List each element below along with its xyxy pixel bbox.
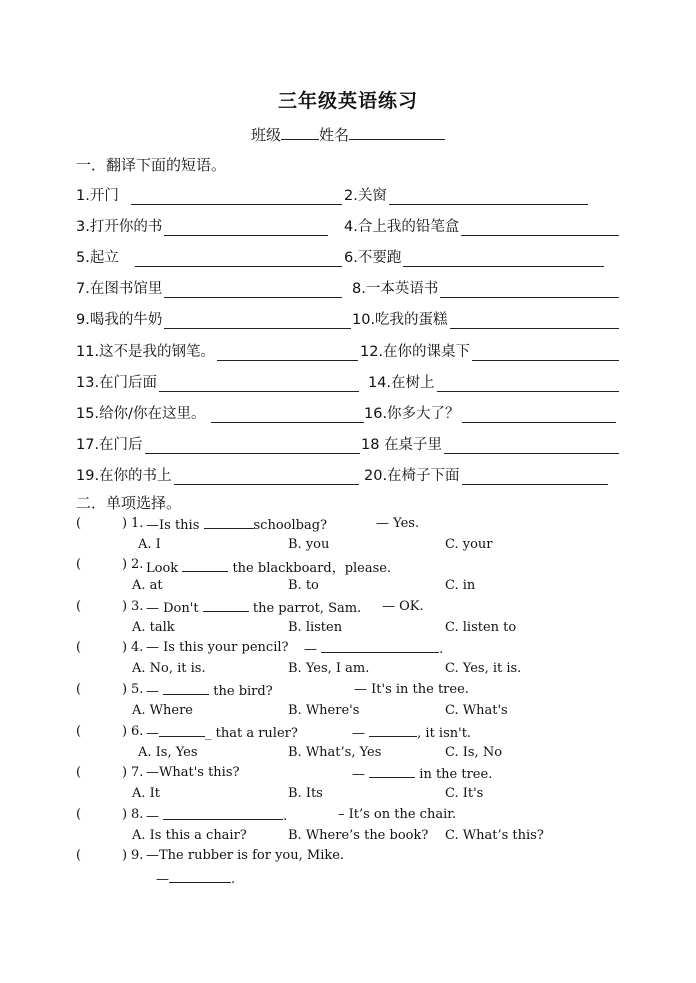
q6-option-c: C. Is, No [445,745,503,760]
q7-option-c: C. It's [445,786,484,801]
translation-item: 14.在树上 [368,371,619,392]
translation-row [76,184,626,206]
translation-item: 4.合上我的铅笔盒 [344,215,619,236]
q1-option-c: C. your [445,537,493,552]
page-title: 三年级英语练习 [277,90,418,112]
translation-item: 3.打开你的书 [76,215,328,236]
name-label: 姓名 [319,126,350,144]
worksheet-page: 三年级英语练习 班级 姓名 一．翻译下面的短语。 1.开门 2.关窗 3.打开你的书 4.合上我的铅笔盒 5.起立 6.不要跑 7.在图书馆里 8.一本英语书 9.喝我的牛奶 10.吃我的蛋糕 11.这不是我的钢笔。 12.在你的课桌下 13.在门后面 14.在树上 15.给你/你在这里。 16.你多大了？ 17.在门后 18 在桌子里 19.在你的书上 20.在椅子下面 二．单项选择。 ( ) 1. —Is this schoolbag? — Yes. A. I B. you C. your ( ) 2. Look the blackboard，please. A. at B. to C. in ( ) 3. — Don't the parrot, Sam. — OK. A. talk B. listen C. listen to ( ) 4. — Is this your pencil? — . A. No, it is. B. Yes, I am. C. Yes, it is. ( ) 5. — the bird? — It's in the tree. A. Where B. Where's C. What's ( ) 6. — _ that a ruler? — , it isn't. A. Is, Yes B. What’s, Yes C. Is, No ( ) 7. —What's this? — in the tree. A. It B. Its C. It's ( ) 8. — . – It’s on the chair. A. Is this a chair? B. Where’s the book? C. What’s this? ( ) 9. —The rubber is for you, Mike. — . [0,0,696,983]
translation-row [76,433,626,455]
translation-item: 20.在椅子下面 [364,464,608,485]
q4-option-c: C. Yes, it is. [445,661,522,676]
class-blank [281,125,319,140]
translation-row [76,340,626,362]
translation-item: 17.在门后 [76,433,360,454]
q3-option-b: B. listen [288,620,343,635]
translation-row [76,215,626,237]
q7-option-a: A. It [132,786,161,801]
q8-option-a: A. Is this a chair? [132,828,247,843]
q5-option-a: A. Where [132,703,193,718]
q3-option-a: A. talk [132,620,175,635]
translation-item: 9.喝我的牛奶 [76,308,351,329]
q2-option-a: A. at [132,578,163,593]
translation-item: 1.开门 [76,184,342,205]
q5-option-b: B. Where's [288,703,360,718]
translation-item: 19.在你的书上 [76,464,359,485]
translation-item: 6.不要跑 [344,246,604,267]
translation-item: 13.在门后面 [76,371,359,392]
translation-item: 8.一本英语书 [352,277,619,298]
q2-option-c: C. in [445,578,476,593]
translation-item: 18 在桌子里 [361,433,619,454]
q6-option-a: A. Is, Yes [138,745,198,760]
translation-item: 5.起立 [76,246,342,267]
q9-answer-line: — . [156,872,236,887]
translation-row [76,277,626,299]
translation-row [76,371,626,393]
translation-item: 2.关窗 [344,184,588,205]
translation-item: 15.给你/你在这里。 [76,402,364,423]
name-blank [349,125,445,140]
translation-item: 10.吃我的蛋糕 [352,308,619,329]
translation-row [76,246,626,268]
section1-heading: 一．翻译下面的短语。 [76,156,227,174]
translation-item: 11.这不是我的钢笔。 [76,340,358,361]
name-line [0,124,696,145]
class-label: 班级 [250,126,281,144]
q3-option-c: C. listen to [445,620,517,635]
q2-option-b: B. to [288,578,319,593]
q7-option-b: B. Its [288,786,323,801]
section2-heading: 二．单项选择。 [76,494,182,512]
q6-option-b: B. What’s, Yes [288,745,382,760]
translation-row [76,464,626,486]
q8-option-b: B. Where’s the book? [288,828,429,843]
q4-option-a: A. No, it is. [132,661,206,676]
translation-row [76,402,626,424]
q1-option-a: A. I [138,537,161,552]
translation-row [76,308,626,330]
q4-option-b: B. Yes, I am. [288,661,370,676]
translation-item: 7.在图书馆里 [76,277,342,298]
translation-item: 12.在你的课桌下 [360,340,619,361]
q8-option-c: C. What’s this? [445,828,544,843]
q1-option-b: B. you [288,537,330,552]
translation-item: 16.你多大了？ [364,402,616,423]
q5-option-c: C. What's [445,703,508,718]
